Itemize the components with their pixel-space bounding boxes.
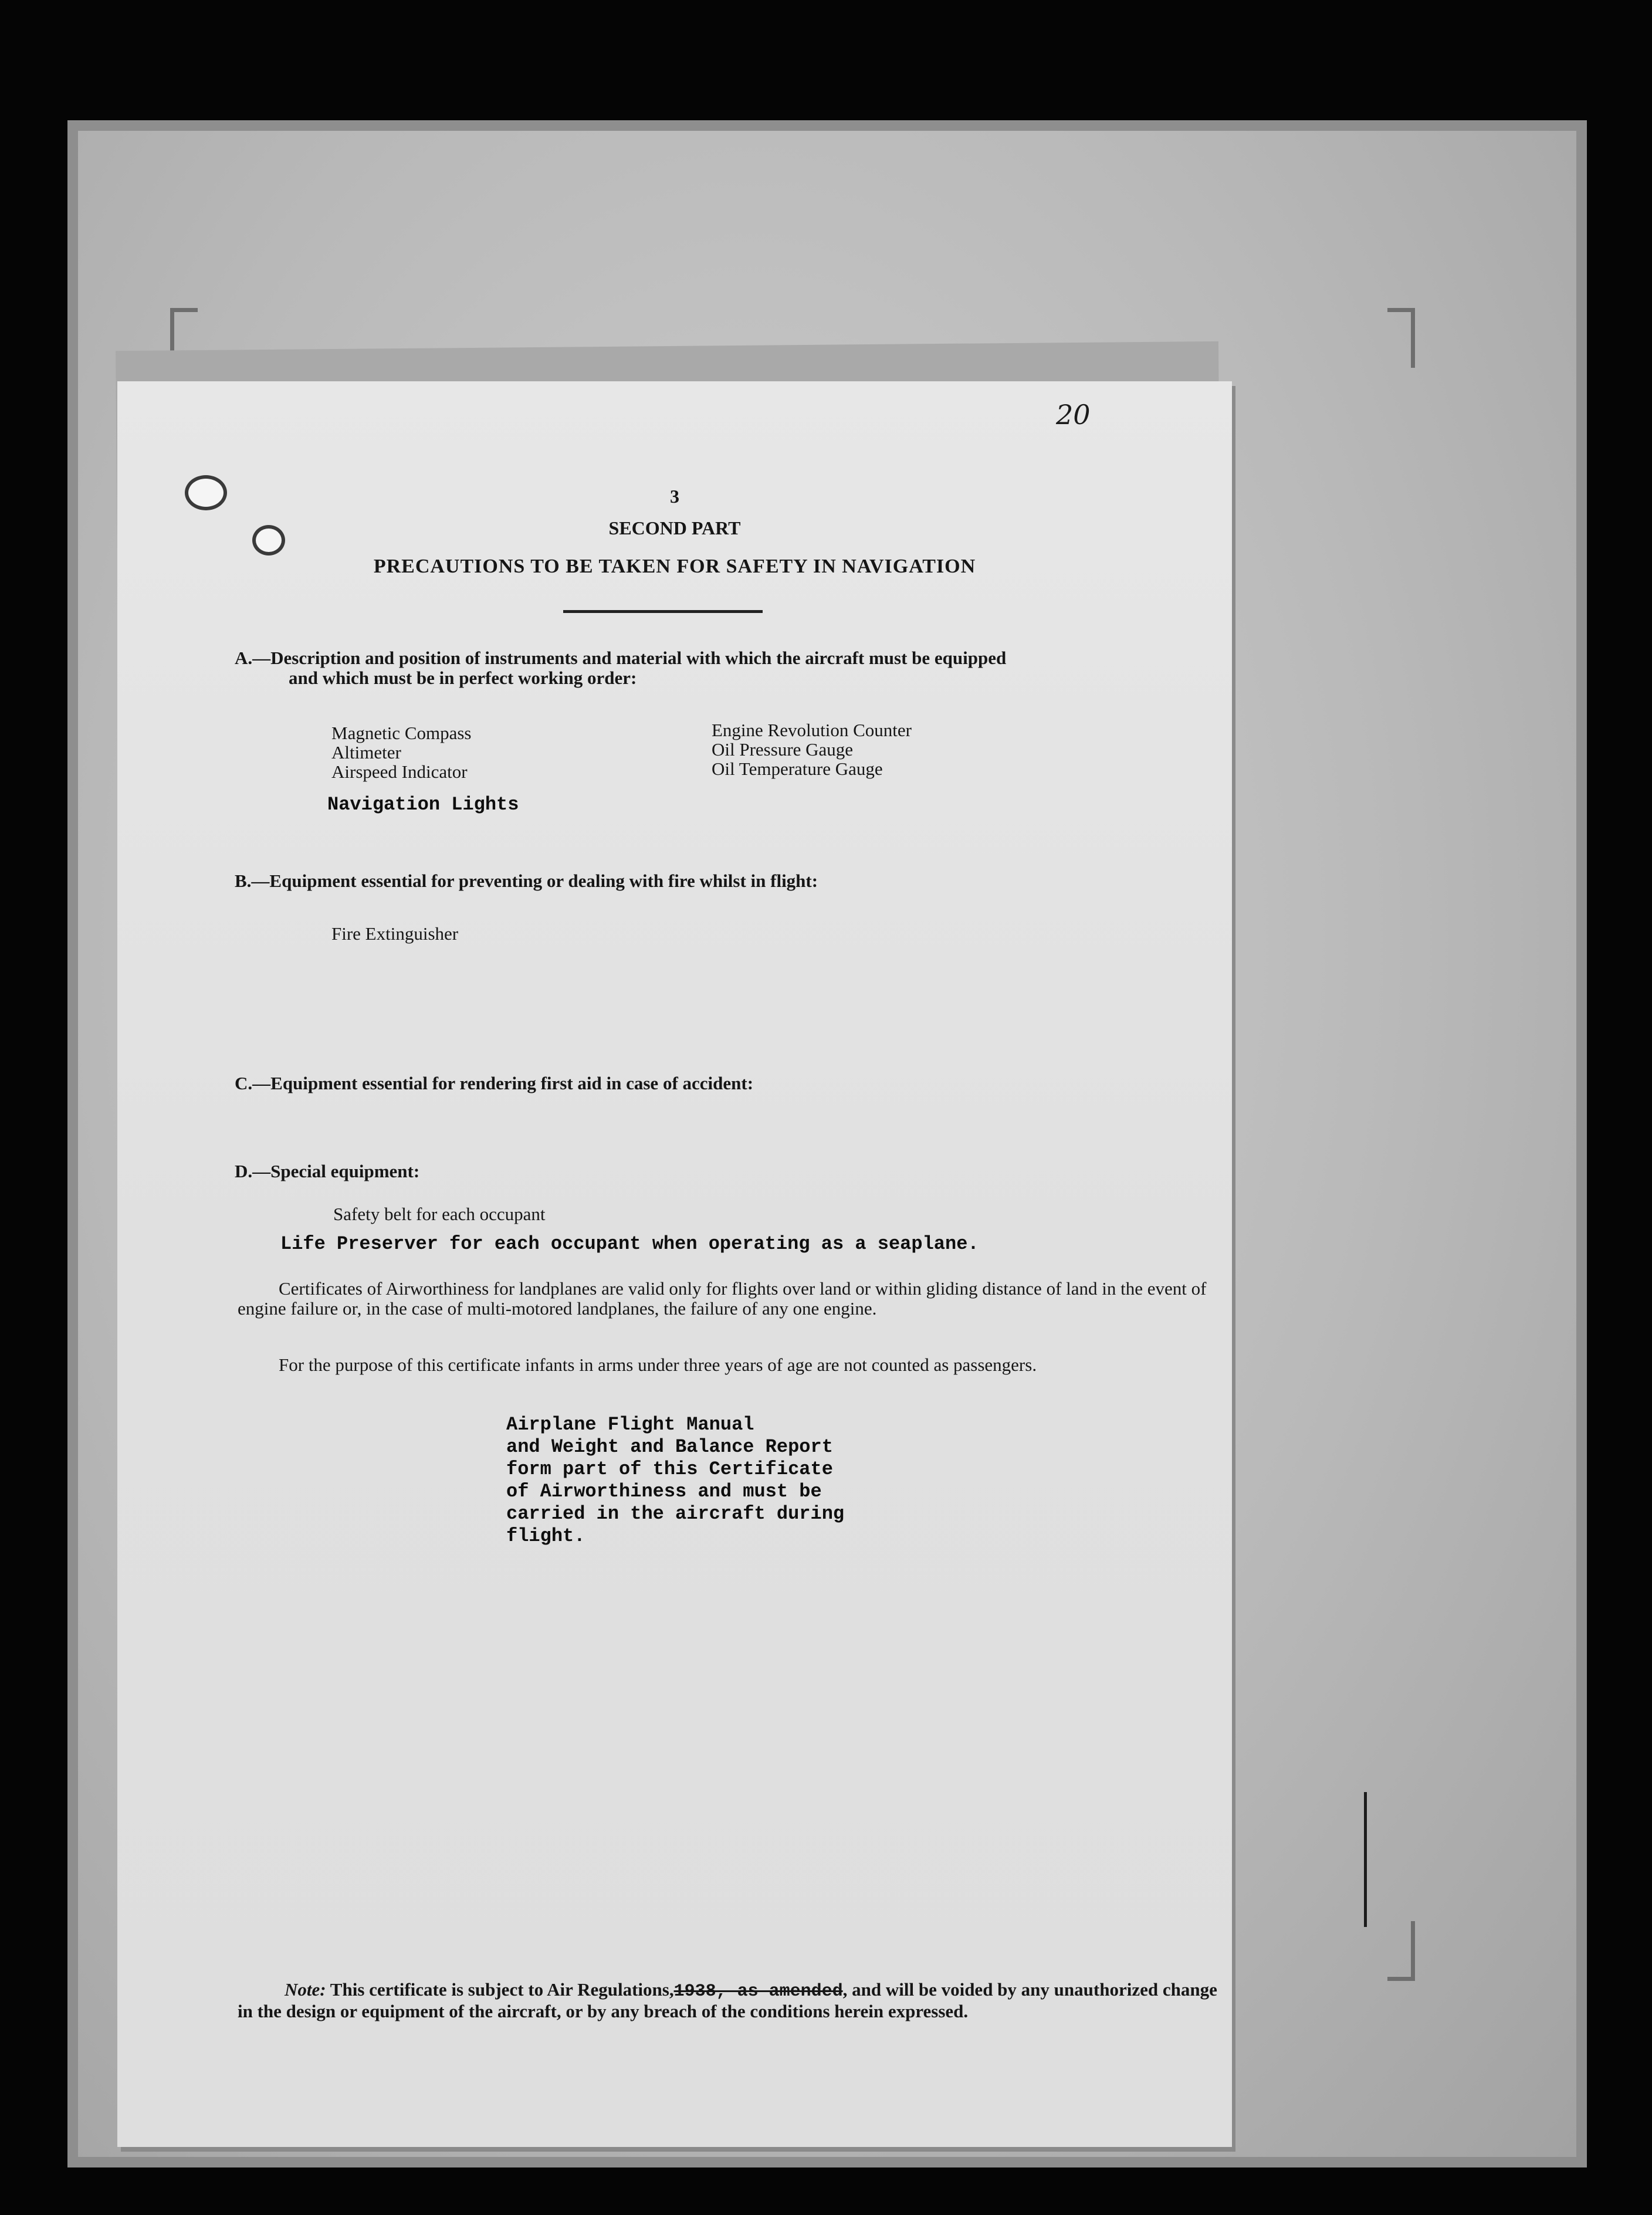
typed-manual-line: Airplane Flight Manual xyxy=(506,1414,754,1435)
note-paragraph xyxy=(238,1980,1229,2021)
section-c-heading: C.—Equipment essential for rendering first aid in case of accident: xyxy=(235,1073,754,1093)
instrument-item: Altimeter xyxy=(331,742,401,763)
infants-paragraph: For the purpose of this certificate infants in arms under three years of age are not counted as passengers. xyxy=(279,1354,1037,1375)
typed-navigation-lights: Navigation Lights xyxy=(327,794,519,815)
note-text-after: , and will be voided by any unauthorized change in the design or equipment of the aircraft, or by any breach of the conditions herein expressed. xyxy=(238,1979,1217,2021)
edge-mark xyxy=(1364,1792,1367,1927)
note-text-before: This certificate is subject to Air Regulations, xyxy=(330,1979,674,2000)
section-a-heading: A.—Description and position of instruments and material with which the aircraft must be equipped xyxy=(235,648,1007,668)
typed-manual-line: flight. xyxy=(506,1525,585,1547)
section-b-heading: B.—Equipment essential for preventing or dealing with fire whilst in flight: xyxy=(235,871,818,891)
section-a-heading-cont: and which must be in perfect working order: xyxy=(289,668,637,688)
certificate-page xyxy=(117,381,1232,2147)
page-title: PRECAUTIONS TO BE TAKEN FOR SAFETY IN NAVIGATION xyxy=(373,556,976,577)
note-struck-out: 1938, as amended xyxy=(673,1982,843,2001)
typed-life-preserver: Life Preserver for each occupant when operating as a seaplane. xyxy=(280,1233,979,1255)
typed-manual-line: carried in the aircraft during xyxy=(506,1503,845,1525)
title-rule xyxy=(563,610,763,613)
instrument-item: Oil Temperature Gauge xyxy=(712,758,883,779)
crop-mark-top-right xyxy=(1387,308,1415,368)
typed-manual-line: of Airworthiness and must be xyxy=(506,1481,822,1502)
part-heading: SECOND PART xyxy=(608,517,741,538)
fire-extinguisher-item: Fire Extinguisher xyxy=(331,923,459,944)
instrument-item: Oil Pressure Gauge xyxy=(712,739,854,760)
instrument-item: Engine Revolution Counter xyxy=(712,720,912,740)
section-d-heading: D.—Special equipment: xyxy=(235,1161,420,1181)
instrument-item: Airspeed Indicator xyxy=(331,761,468,782)
safety-belt-item: Safety belt for each occupant xyxy=(333,1204,546,1224)
instrument-item: Magnetic Compass xyxy=(331,723,472,743)
crop-mark-bottom-right xyxy=(1387,1921,1415,1981)
page-number: 3 xyxy=(670,486,679,507)
typed-manual-line: form part of this Certificate xyxy=(506,1458,833,1480)
handwritten-page-number: 20 xyxy=(1056,399,1091,431)
note-label: Note: xyxy=(285,1979,326,2000)
typed-manual-line: and Weight and Balance Report xyxy=(506,1436,833,1458)
landplanes-paragraph: Certificates of Airworthiness for landplanes are valid only for flights over land or within gliding distance of land in the event of engine failure or, in the case of multi-motored landplanes, the failure of any one engine. xyxy=(238,1278,1207,1319)
